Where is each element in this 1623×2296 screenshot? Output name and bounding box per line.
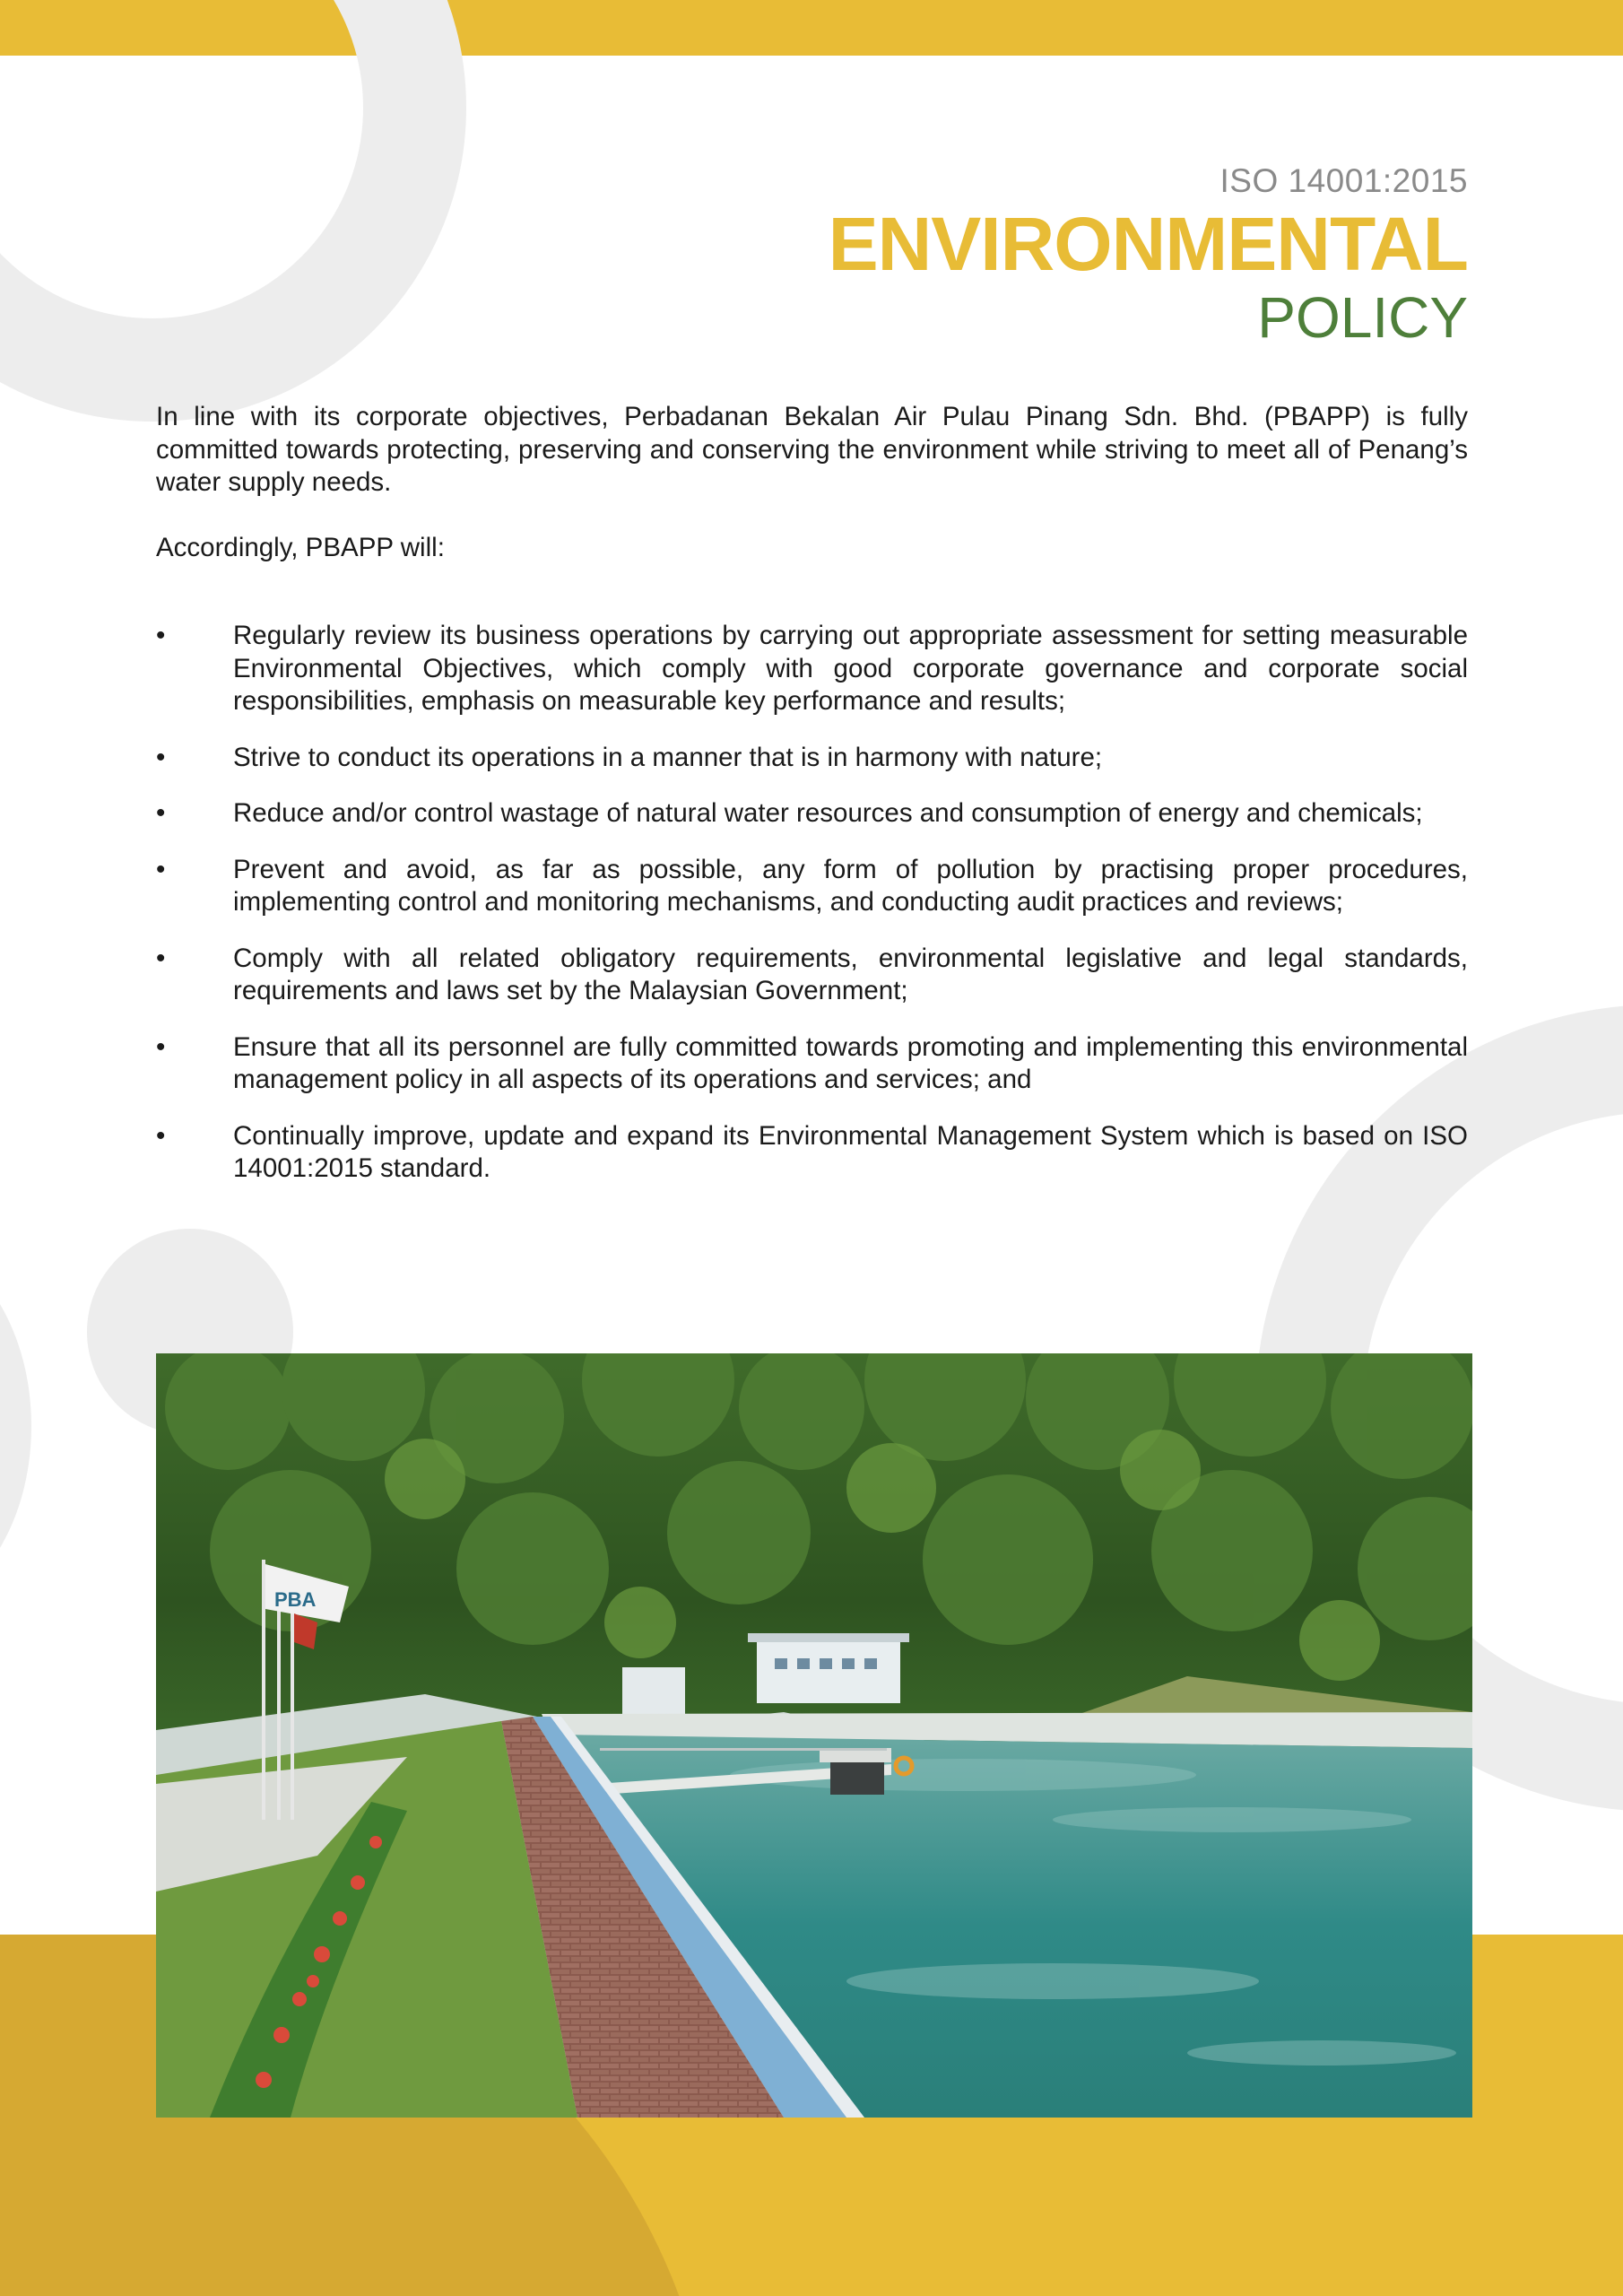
policy-item: [156, 797, 1468, 831]
bullet-marker: •: [156, 854, 166, 884]
policy-item-text: Strive to conduct its operations in a manner that is in harmony with nature;: [233, 742, 1103, 772]
policy-item: [156, 1120, 1468, 1186]
policy-item-text: Comply with all related obligatory requirements, environmental legislative and legal standards, requirements and laws set by the Malaysian Government;: [233, 943, 1468, 1005]
lead-sentence: Accordingly, PBAPP will:: [156, 532, 445, 562]
policy-item: [156, 742, 1468, 775]
reservoir-photo: [156, 1353, 1472, 2118]
policy-item-text: Prevent and avoid, as far as possible, any form of pollution by practising proper procedures, implementing control and monitoring mechanisms, and conducting audit practices and reviews;: [233, 854, 1468, 917]
page-header: [829, 161, 1468, 348]
policy-item: [156, 620, 1468, 718]
policy-item-text: Reduce and/or control wastage of natural water resources and consumption of energy and chemicals;: [233, 798, 1423, 828]
decorative-arc-left: [0, 1238, 31, 1614]
policy-item: [156, 1031, 1468, 1097]
flag-text: PBA: [274, 1588, 317, 1611]
policy-body: [156, 401, 1468, 1209]
iso-standard-label: ISO 14001:2015: [1219, 162, 1468, 199]
policy-item-text: Continually improve, update and expand its Environmental Management System which is based on ISO 14001:2015 standard.: [233, 1120, 1468, 1183]
policy-item-text: Regularly review its business operations by carrying out appropriate assessment for setting measurable Environmental Objectives, which comply with good corporate governance and corporate social responsibilities, emphasis on measurable key performance and results;: [233, 621, 1468, 716]
bullet-marker: •: [156, 1031, 166, 1062]
policy-item-text: Ensure that all its personnel are fully committed towards promoting and implementing this environmental management policy in all aspects of its operations and services; and: [233, 1031, 1468, 1094]
decorative-ring-top-left: [0, 0, 466, 422]
bullet-marker: •: [156, 943, 166, 973]
policy-item: [156, 854, 1468, 919]
bullet-marker: •: [156, 798, 166, 828]
page-title-sub: POLICY: [1257, 285, 1468, 350]
intro-paragraph: In line with its corporate objectives, Perbadanan Bekalan Air Pulau Pinang Sdn. Bhd. (PBAPP) is fully committed towards protecting, preserving and conserving the environment while striving to meet all of Penang’s water supply needs.: [156, 402, 1468, 497]
page-title-main: ENVIRONMENTAL: [828, 202, 1468, 286]
bullet-marker: •: [156, 742, 166, 772]
policy-list: [156, 620, 1468, 1186]
reservoir-illustration: [156, 1353, 1472, 2118]
bullet-marker: •: [156, 621, 166, 650]
policy-item: [156, 943, 1468, 1008]
bullet-marker: •: [156, 1120, 166, 1151]
